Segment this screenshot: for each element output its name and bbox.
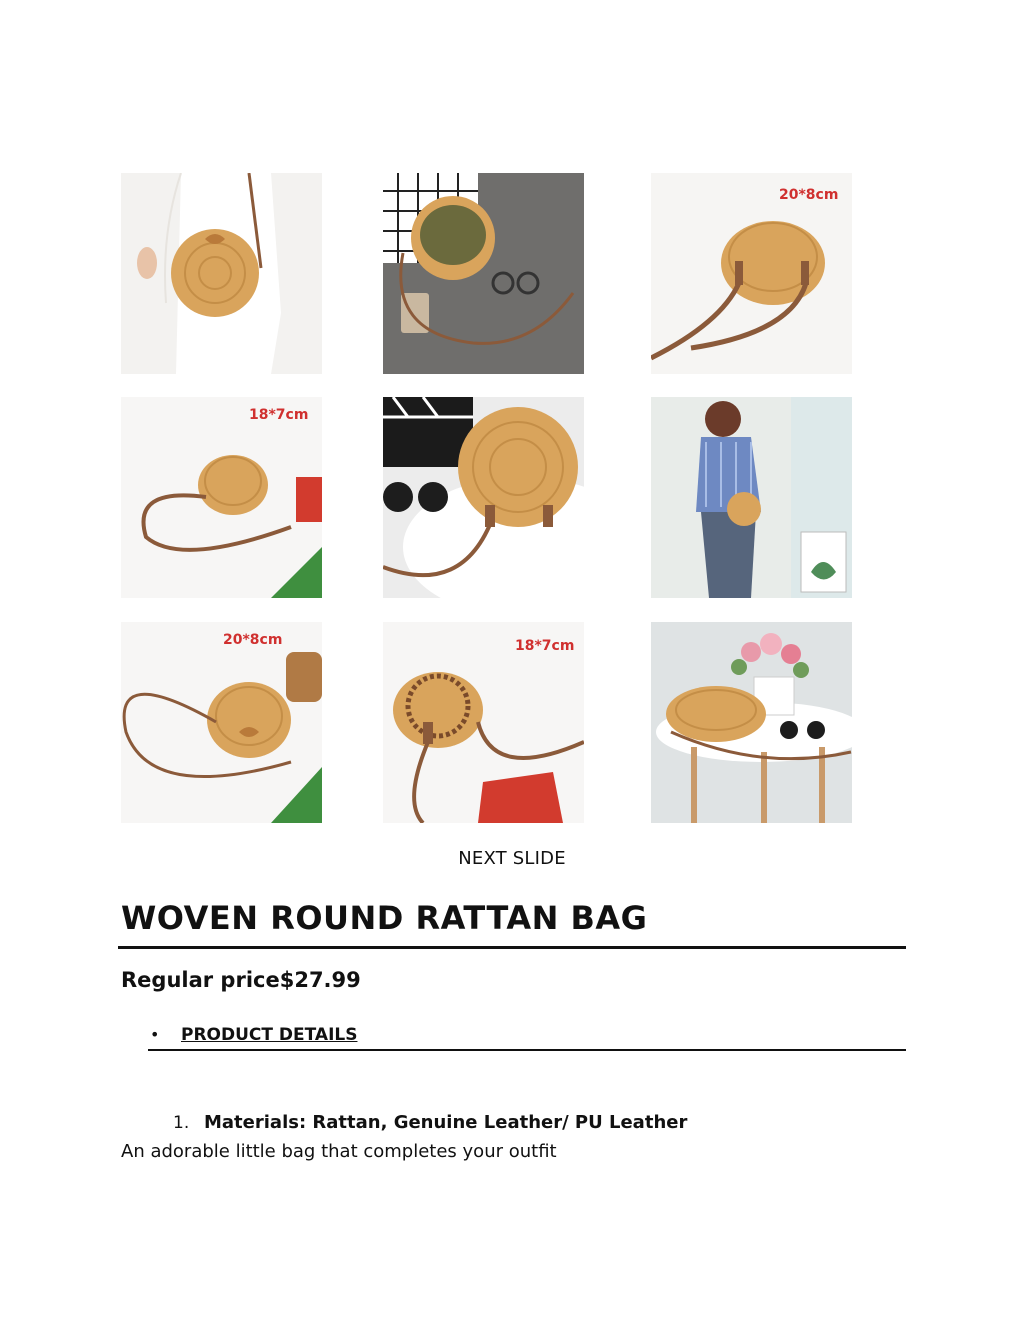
product-photo-2[interactable]: [383, 173, 584, 374]
product-photo-3[interactable]: [651, 173, 852, 374]
product-title: WOVEN ROUND RATTAN BAG: [121, 899, 648, 937]
next-slide-button[interactable]: NEXT SLIDE: [458, 848, 566, 869]
svg-text:20*8cm: 20*8cm: [779, 187, 839, 203]
product-photo-5[interactable]: [383, 397, 584, 598]
price-value: $27.99: [279, 968, 361, 992]
product-details-toggle[interactable]: PRODUCT DETAILS: [181, 1025, 358, 1045]
materials-text: Materials: Rattan, Genuine Leather/ PU Leather: [204, 1112, 688, 1133]
price-label: Regular price: [121, 968, 280, 992]
product-photo-1[interactable]: [121, 173, 322, 374]
product-photo-8[interactable]: [383, 622, 584, 823]
price-line: [121, 968, 361, 992]
product-description: An adorable little bag that completes your outfit: [121, 1141, 557, 1162]
product-photo-7[interactable]: [121, 622, 322, 823]
title-divider: [118, 946, 906, 949]
bullet-icon: •: [150, 1025, 160, 1044]
list-number: 1.: [173, 1113, 190, 1133]
product-photo-6[interactable]: [651, 397, 852, 598]
svg-text:20*8cm: 20*8cm: [223, 632, 283, 648]
product-photo-4[interactable]: [121, 397, 322, 598]
svg-text:18*7cm: 18*7cm: [249, 407, 309, 423]
svg-text:18*7cm: 18*7cm: [515, 638, 575, 654]
product-photo-9[interactable]: [651, 622, 852, 823]
details-divider: [148, 1049, 906, 1051]
